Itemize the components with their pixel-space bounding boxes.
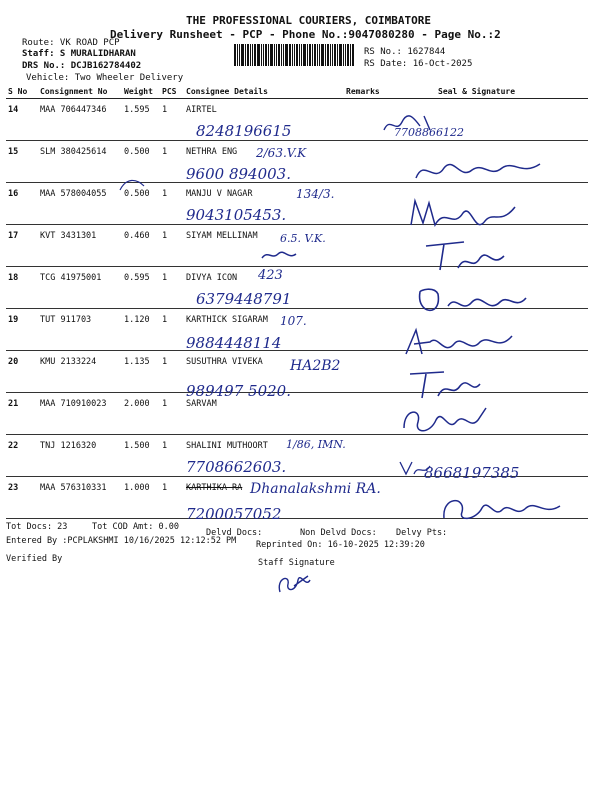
handwritten-address: 1/86, IMN.	[286, 438, 346, 451]
row-consignee: SIYAM MELLINAM	[184, 225, 344, 267]
row-remarks	[344, 141, 398, 183]
staff: Staff: S MURALIDHARAN	[22, 49, 136, 59]
row-pcs: 1	[160, 309, 184, 351]
row-remarks	[344, 435, 398, 477]
reprinted-on: Reprinted On: 16-10-2025 12:39:20	[256, 540, 425, 550]
row-consignee: SHALINI MUTHOORT	[184, 435, 344, 477]
row-remarks	[344, 309, 398, 351]
row-consignment: MAA 706447346	[38, 99, 122, 141]
company-name: THE PROFESSIONAL COURIERS, COIMBATORE	[186, 14, 432, 27]
total-docs: Tot Docs: 23	[6, 522, 68, 532]
barcode-bar	[265, 44, 267, 66]
handwritten-phone: 7200057052	[186, 505, 282, 523]
total-cod-amount: Tot COD Amt: 0.00	[92, 522, 179, 532]
row-weight: 0.500	[122, 183, 160, 225]
signature-scribble	[410, 150, 550, 190]
handwritten-name: Dhanalakshmi RA.	[250, 481, 381, 497]
barcode-bar	[332, 44, 333, 66]
barcode-bar	[241, 44, 244, 66]
delivered-docs: Delvd Docs:	[206, 528, 263, 538]
col-sno: S No	[6, 84, 38, 99]
signature-scribble	[412, 284, 532, 320]
barcode-bar	[314, 44, 316, 66]
barcode-bar	[345, 44, 346, 66]
signature-scribble	[400, 326, 520, 362]
barcode-bar	[239, 44, 240, 66]
handwritten-address: HA2B2	[290, 358, 341, 374]
col-remarks: Remarks	[344, 84, 398, 99]
row-sno: 16	[6, 183, 38, 225]
pen-stroke	[118, 176, 146, 192]
barcode	[234, 44, 360, 66]
row-consignment: KMU 2133224	[38, 351, 122, 393]
barcode-bar	[325, 44, 326, 66]
row-consignee: KARTHICK SIGARAM	[184, 309, 344, 351]
barcode-bar	[347, 44, 349, 66]
barcode-bar	[352, 44, 354, 66]
barcode-bar	[247, 44, 249, 66]
row-sno: 20	[6, 351, 38, 393]
barcode-bar	[261, 44, 262, 66]
barcode-bar	[307, 44, 308, 66]
row-consignment: MAA 710910023	[38, 393, 122, 435]
drs-number: DRS No.: DCJB162784402	[22, 61, 142, 71]
table-row	[6, 99, 588, 141]
row-consignment: MAA 578004055	[38, 183, 122, 225]
row-consignee: MANJU V NAGAR	[184, 183, 344, 225]
runsheet-title: Delivery Runsheet - PCP - Phone No.:9047080280 - Page No.:2	[110, 28, 501, 41]
route: Route: VK ROAD PCP	[22, 38, 120, 48]
barcode-bar	[296, 44, 298, 66]
staff-signature-scribble	[274, 570, 314, 598]
rs-date: RS Date: 16-Oct-2025	[364, 59, 473, 69]
signature-scribble	[436, 490, 566, 526]
barcode-bar	[309, 44, 311, 66]
handwritten-phone: 6379448791	[196, 290, 292, 308]
row-pcs: 1	[160, 183, 184, 225]
signature-scribble	[405, 195, 525, 239]
row-remarks	[344, 267, 398, 309]
table-row	[6, 393, 588, 435]
col-signature: Seal & Signature	[398, 84, 588, 99]
col-consignment: Consignment No	[38, 84, 122, 99]
col-consignee: Consignee Details	[184, 84, 344, 99]
handwritten-phone: 7708662603.	[186, 458, 287, 476]
handwritten-phone: 989497 5020.	[186, 382, 291, 400]
row-sno: 18	[6, 267, 38, 309]
signature-scribble	[420, 238, 510, 274]
row-consignee: DIVYA ICON	[184, 267, 344, 309]
barcode-bar	[334, 44, 336, 66]
row-consignment: TNJ 1216320	[38, 435, 122, 477]
signature-scribble	[404, 366, 484, 402]
barcode-bar	[254, 44, 256, 66]
handwritten-phone: 8668197385	[424, 464, 520, 482]
non-delivered-docs: Non Delvd Docs:	[300, 528, 377, 538]
barcode-bar	[317, 44, 318, 66]
row-weight: 1.120	[122, 309, 160, 351]
row-pcs: 1	[160, 141, 184, 183]
barcode-bar	[268, 44, 269, 66]
barcode-bar	[327, 44, 329, 66]
barcode-bar	[252, 44, 253, 66]
handwritten-address: 6.5. V.K.	[280, 232, 326, 245]
row-weight: 1.595	[122, 99, 160, 141]
row-remarks	[344, 393, 398, 435]
col-pcs: PCS	[160, 84, 184, 99]
staff-signature-label: Staff Signature	[258, 558, 335, 568]
signature-scribble	[396, 402, 496, 438]
row-consignee: AIRTEL	[184, 99, 344, 141]
row-consignment: MAA 576310331	[38, 477, 122, 519]
barcode-bar	[274, 44, 275, 66]
row-sno: 22	[6, 435, 38, 477]
barcode-bar	[312, 44, 313, 66]
col-weight: Weight	[122, 84, 160, 99]
table-header-row	[6, 84, 588, 99]
barcode-bar	[319, 44, 320, 66]
row-sno: 23	[6, 477, 38, 519]
handwritten-phone: 9884448114	[186, 334, 282, 352]
row-weight: 2.000	[122, 393, 160, 435]
row-consignment: TUT 911703	[38, 309, 122, 351]
barcode-bar	[234, 44, 236, 66]
handwritten-phone: 9043105453.	[186, 206, 287, 224]
row-consignment: TCG 41975001	[38, 267, 122, 309]
row-remarks	[344, 183, 398, 225]
row-weight: 0.500	[122, 141, 160, 183]
barcode-bar	[337, 44, 338, 66]
barcode-bar	[257, 44, 260, 66]
row-pcs: 1	[160, 477, 184, 519]
handwritten-address: 134/3.	[296, 187, 335, 201]
row-remarks	[344, 351, 398, 393]
barcode-bar	[292, 44, 293, 66]
delivery-points: Delvy Pts:	[396, 528, 448, 538]
handwritten-address: 107.	[280, 314, 307, 328]
verified-by: Verified By	[6, 554, 63, 564]
pen-scribble	[260, 248, 300, 262]
row-pcs: 1	[160, 225, 184, 267]
row-weight: 1.000	[122, 477, 160, 519]
handwritten-address: 2/63.V.K	[256, 146, 307, 160]
row-consignment: SLM 380425614	[38, 141, 122, 183]
row-weight: 1.500	[122, 435, 160, 477]
barcode-bar	[276, 44, 277, 66]
vehicle: Vehicle: Two Wheeler Delivery	[26, 73, 184, 83]
row-pcs: 1	[160, 99, 184, 141]
barcode-bar	[263, 44, 264, 66]
row-pcs: 1	[160, 267, 184, 309]
barcode-bar	[330, 44, 331, 66]
row-sno: 15	[6, 141, 38, 183]
row-pcs: 1	[160, 435, 184, 477]
handwritten-address: 423	[258, 268, 283, 283]
barcode-bar	[289, 44, 291, 66]
barcode-bar	[250, 44, 251, 66]
row-consignee: SARVAM	[184, 393, 344, 435]
signature-scribble	[380, 112, 440, 136]
handwritten-phone: 7708866122	[394, 126, 464, 139]
row-remarks	[344, 225, 398, 267]
rs-number: RS No.: 1627844	[364, 47, 446, 57]
entered-by: Entered By :PCPLAKSHMI 10/16/2025 12:12:52 PM	[6, 536, 237, 546]
signature-scribble	[396, 456, 436, 480]
struck-consignee: KARTHIKA RA	[186, 483, 243, 493]
barcode-bar	[321, 44, 324, 66]
barcode-bar	[339, 44, 342, 66]
barcode-bar	[350, 44, 351, 66]
barcode-bar	[283, 44, 284, 66]
row-sno: 14	[6, 99, 38, 141]
row-consignment: KVT 3431301	[38, 225, 122, 267]
barcode-bar	[281, 44, 282, 66]
handwritten-phone: 8248196615	[196, 122, 292, 140]
handwritten-phone: 9600 894003.	[186, 165, 291, 183]
barcode-bar	[343, 44, 344, 66]
row-weight: 0.460	[122, 225, 160, 267]
barcode-bar	[270, 44, 273, 66]
row-weight: 1.135	[122, 351, 160, 393]
row-consignee: NETHRA ENG	[184, 141, 344, 183]
barcode-bar	[285, 44, 288, 66]
barcode-bar	[301, 44, 302, 66]
barcode-bar	[299, 44, 300, 66]
row-sno: 19	[6, 309, 38, 351]
barcode-bar	[278, 44, 280, 66]
row-sno: 21	[6, 393, 38, 435]
row-consignee: SUSUTHRA VIVEKA	[184, 351, 344, 393]
barcode-bar	[237, 44, 238, 66]
barcode-bar	[303, 44, 306, 66]
barcode-bar	[294, 44, 295, 66]
row-weight: 0.595	[122, 267, 160, 309]
row-pcs: 1	[160, 351, 184, 393]
barcode-bar	[245, 44, 246, 66]
row-pcs: 1	[160, 393, 184, 435]
row-sno: 17	[6, 225, 38, 267]
